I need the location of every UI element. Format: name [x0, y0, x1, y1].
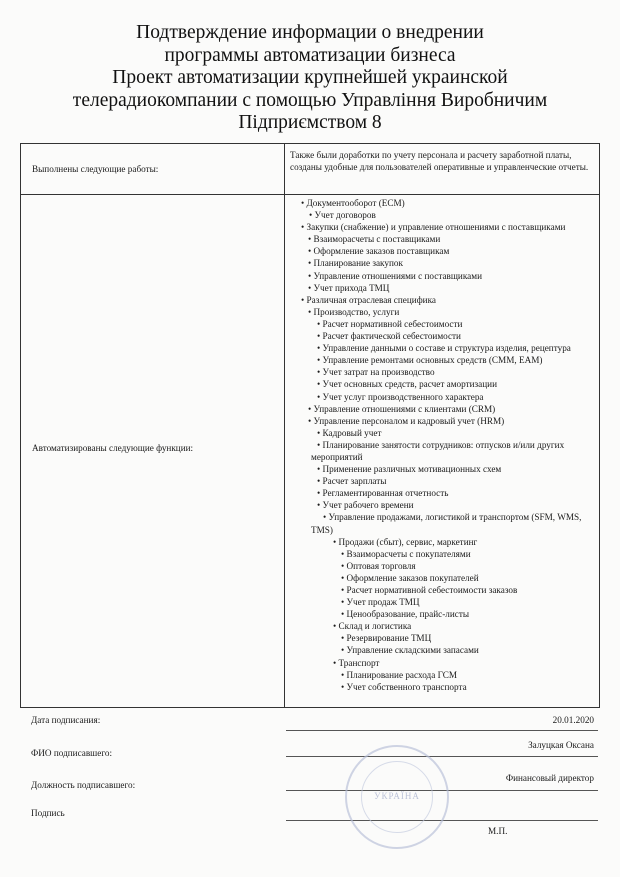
list-item: • Управление продажами, логистикой и транспортом (SFM, WMS, TMS) — [311, 512, 582, 535]
title-line: Проект автоматизации крупнейшей украинской — [112, 67, 508, 88]
list-item: • Расчет зарплаты — [317, 476, 387, 487]
signature-label: Подпись — [31, 808, 65, 818]
list-item: • Различная отраслевая специфика — [301, 294, 436, 305]
list-item: • Расчет фактической себестоимости — [317, 331, 461, 342]
position-value: Финансовый директор — [505, 773, 594, 783]
list-item: • Планирование расхода ГСМ — [341, 669, 458, 680]
list-item: • Взаиморасчеты с покупателями — [341, 548, 471, 559]
title-line: Подтверждение информации о внедрении — [136, 22, 484, 43]
list-item: • Ценообразование, прайс-листы — [341, 609, 470, 620]
list-item: • Учет основных средств, расчет амортизации — [317, 379, 498, 390]
list-item: • Закупки (снабжение) и управление отношениями с поставщиками — [301, 222, 566, 233]
list-item: • Расчет нормативной себестоимости заказов — [341, 585, 518, 595]
list-item: • Учет прихода ТМЦ — [308, 282, 390, 293]
list-item: • Кадровый учет — [317, 427, 382, 438]
list-item: • Учет рабочего времени — [317, 500, 414, 511]
title-line: программы автоматизации бизнеса — [164, 44, 456, 66]
list-item: • Взаиморасчеты с поставщиками — [308, 234, 441, 245]
list-item: • Документооборот (ECM) — [301, 198, 405, 208]
list-item: • Планирование закупок — [308, 258, 403, 269]
date-value: 20.01.2020 — [552, 715, 594, 725]
info-table — [20, 143, 600, 708]
date-label: Дата подписания: — [31, 715, 101, 725]
date-underline — [286, 730, 598, 731]
list-item: • Расчет нормативной себестоимости — [317, 318, 463, 329]
list-item: • Продажи (сбыт), сервис, маркетинг — [333, 536, 478, 547]
list-item: • Учет затрат на производство — [317, 367, 435, 378]
list-item: • Управление ремонтами основных средств (CMM, EAM) — [317, 355, 543, 366]
list-item: • Планирование занятости сотрудников: отпусков и/или других мероприятий — [311, 439, 565, 462]
table-row-works — [21, 144, 599, 195]
document-title — [20, 22, 600, 135]
list-item: • Управление персоналом и кадровый учет (HRM) — [308, 415, 505, 426]
stamp-text: УКРАЇНА — [374, 791, 420, 801]
title-line: Підприємством 8 — [238, 112, 382, 133]
works-text: Также были доработки по учету персонала и расчету заработной платы, созданы удобные для пользователей оперативные и управленческие отчеты. — [290, 150, 589, 172]
functions-label: Автоматизированы следующие функции: — [32, 443, 194, 453]
list-item: • Управление складскими запасами — [341, 645, 479, 656]
name-label: ФИО подписавшего: — [31, 748, 113, 758]
list-item: • Учет продаж ТМЦ — [341, 597, 420, 608]
works-label: Выполнены следующие работы: — [32, 164, 159, 174]
column-divider — [284, 144, 285, 194]
list-item: • Управление данными о составе и структура изделия, рецептура — [317, 343, 571, 354]
name-underline — [286, 756, 598, 757]
list-item: • Оформление заказов поставщикам — [308, 246, 450, 257]
list-item: • Учет услуг производственного характера — [317, 391, 484, 402]
list-item: • Производство, услуги — [308, 306, 400, 317]
list-item: • Оптовая торговля — [341, 560, 416, 571]
list-item: • Транспорт — [333, 657, 380, 668]
list-item: • Склад и логистика — [333, 621, 412, 632]
list-item: • Учет собственного транспорта — [341, 681, 467, 692]
mp-label: М.П. — [488, 826, 508, 836]
position-label: Должность подписавшего: — [31, 780, 136, 790]
list-item: • Резервирование ТМЦ — [341, 633, 432, 644]
list-item: • Управление отношениями с клиентами (CRM) — [308, 403, 496, 414]
list-item: • Оформление заказов покупателей — [341, 572, 479, 583]
list-item: • Регламентированная отчетность — [317, 488, 449, 499]
functions-list — [285, 197, 601, 693]
title-line: телерадиокомпании с помощью Управління Виробничим — [72, 89, 548, 111]
company-stamp — [345, 745, 449, 849]
list-item: • Применение различных мотивационных схем — [317, 464, 502, 475]
table-row-functions — [21, 194, 599, 707]
name-value: Залуцкая Оксана — [528, 740, 594, 750]
list-item: • Учет договоров — [309, 210, 376, 221]
list-item: • Управление отношениями с поставщиками — [308, 270, 482, 281]
